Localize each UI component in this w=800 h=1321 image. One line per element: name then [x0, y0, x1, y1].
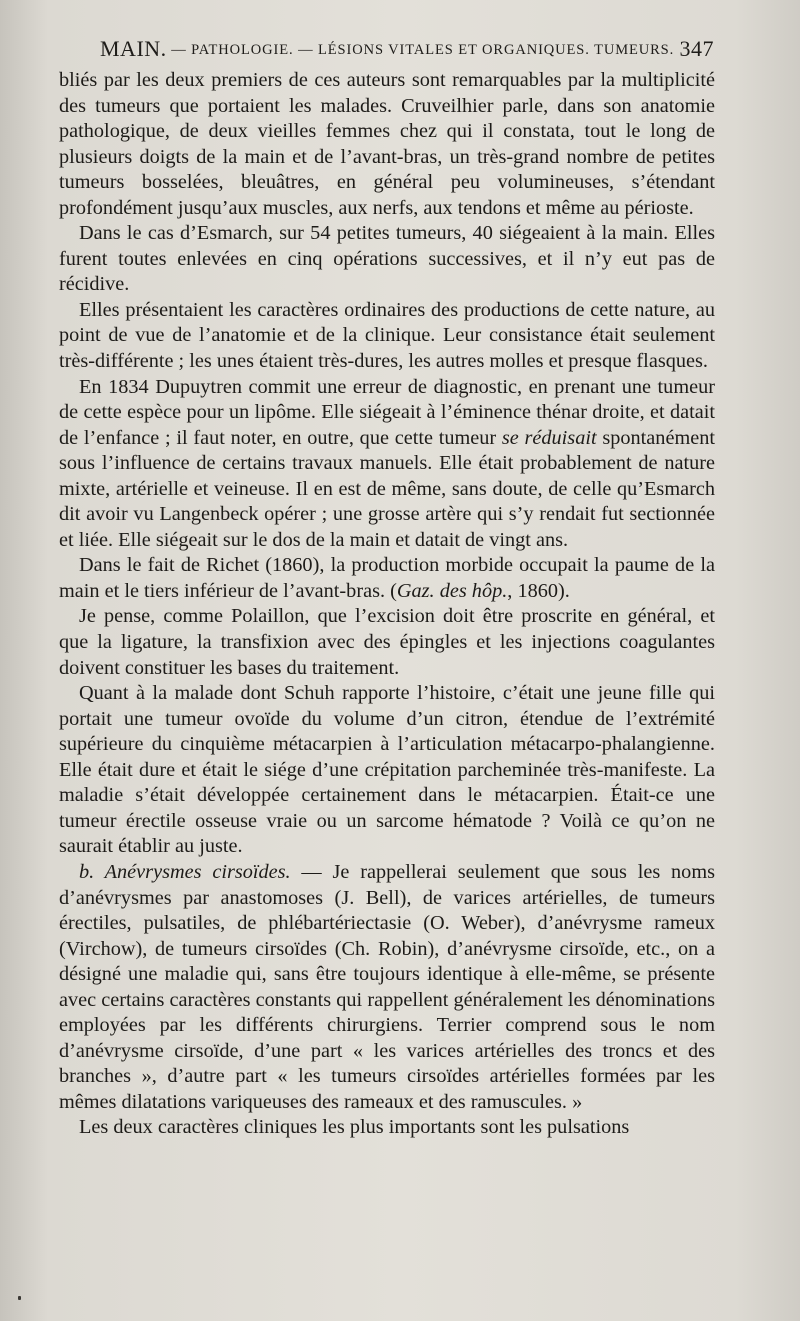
header-dash-1: —: [166, 42, 192, 58]
paragraph-4: [59, 375, 715, 554]
paragraph-4-italic: se réduisait: [501, 426, 597, 449]
paragraph-5: [59, 553, 715, 604]
header-section: MAIN.: [100, 36, 167, 61]
paragraph-8: [59, 860, 715, 1115]
section-heading-anevrysmes-cirsoides: b. Anévrysmes cirsoïdes.: [79, 860, 291, 883]
paragraph-8-text: — Je rappellerai seulement que sous les noms d’anévrysmes par anastomoses (J. Bell), de varices artérielles, de tumeurs érectiles, pulsatiles, de phlébartériectasie (O. Weber), d’anévrysme rameux (Virchow), de tumeurs cirsoïdes (Ch. Robin), d’anévrysme cirsoïde, etc., on a désigné une maladie qui, sans être toujours identique à elle-même, se présente avec certains caractères constants qui rappellent généralement les dénominations employées par les différents chirurgiens. Terrier comprend sous le nom d’anévrysme cirsoïde, d’une part « les varices artérielles des troncs et des branches », d’autre part « les tumeurs cirsoïdes artérielles formées par les mêmes dilatations variqueuses des rameaux et des ramuscules. »: [59, 860, 715, 1113]
body-text: [59, 68, 715, 1141]
running-header: [100, 36, 714, 62]
paragraph-4-text-b: spontanément sous l’influence de certains travaux manuels. Elle était probablement de nature mixte, artérielle et veineuse. Il en est de même, sans doute, de celle qu’Esmarch dit avoir vu Langenbeck opérer ; une grosse artère qui s’y rendait fut sectionnée et liée. Elle siégeait sur le dos de la main et datait de vingt ans.: [59, 426, 716, 551]
paragraph-5-citation: Gaz. des hôp.: [396, 579, 508, 602]
margin-speck: [18, 1296, 21, 1300]
header-topic: LÉSIONS VITALES ET ORGANIQUES. TUMEURS.: [318, 42, 675, 58]
paragraph-4-text-a: En 1834 Dupuytren commit une erreur de diagnostic, en prenant une tumeur de cette espèce pour un lipôme. Elle siégeait à l’éminence thénar droite, et datait de l’enfance ; il faut noter, en outre, que cette tumeur: [59, 375, 715, 449]
header-title: [100, 36, 674, 62]
paragraph-7: Quant à la malade dont Schuh rapporte l’histoire, c’était une jeune fille qui portait une tumeur ovoïde du volume d’un citron, étendue de l’extrémité supérieure du cinquième métacarpien à l’articulation métacarpo-phalangienne. Elle était dure et était le siége d’une crépitation parcheminée très-manifeste. La maladie s’était développée certainement dans le métacarpien. Était-ce une tumeur érectile osseuse vraie ou un sarcome hématode ? Voilà ce qu’on ne saurait établir au juste.: [59, 682, 715, 858]
paragraph-6: Je pense, comme Polaillon, que l’excision doit être proscrite en général, et que la ligature, la transfixion avec des épingles et les injections coagulantes doivent constituer les bases du traitement.: [59, 605, 715, 679]
paragraph-9: Les deux caractères cliniques les plus importants sont les pulsations: [79, 1116, 630, 1139]
paragraph-1: bliés par les deux premiers de ces auteurs sont remarquables par la multiplicité des tumeurs que portaient les malades. Cruveilhier parle, dans son anatomie pathologique, de deux vieilles femmes chez qui il constata, tout le long de plusieurs doigts de la main et de l’avant-bras, un très-grand nombre de petites tumeurs bosselées, bleuâtres, en général peu volumineuses, s’étendant profondément jusqu’aux muscles, aux nerfs, aux tendons et même au périoste.: [59, 69, 715, 219]
paragraph-5-text-b: , 1860).: [507, 579, 570, 602]
header-dash-2: —: [293, 42, 318, 58]
page-number: 347: [679, 36, 714, 61]
paragraph-2: Dans le cas d’Esmarch, sur 54 petites tumeurs, 40 siégeaient à la main. Elles furent toutes enlevées en cinq opérations successives, et il n’y eut pas de récidive.: [59, 222, 715, 296]
paragraph-3: Elles présentaient les caractères ordinaires des productions de cette nature, au point de vue de l’anatomie et de la clinique. Leur consistance était seulement très-différente ; les unes étaient très-dures, les autres molles et presque flasques.: [59, 298, 715, 373]
header-chapter: PATHOLOGIE.: [191, 42, 294, 58]
paragraph-5-text-a: Dans le fait de Richet (1860), la production morbide occupait la paume de la main et le tiers inférieur de l’avant-bras. (: [59, 554, 715, 602]
